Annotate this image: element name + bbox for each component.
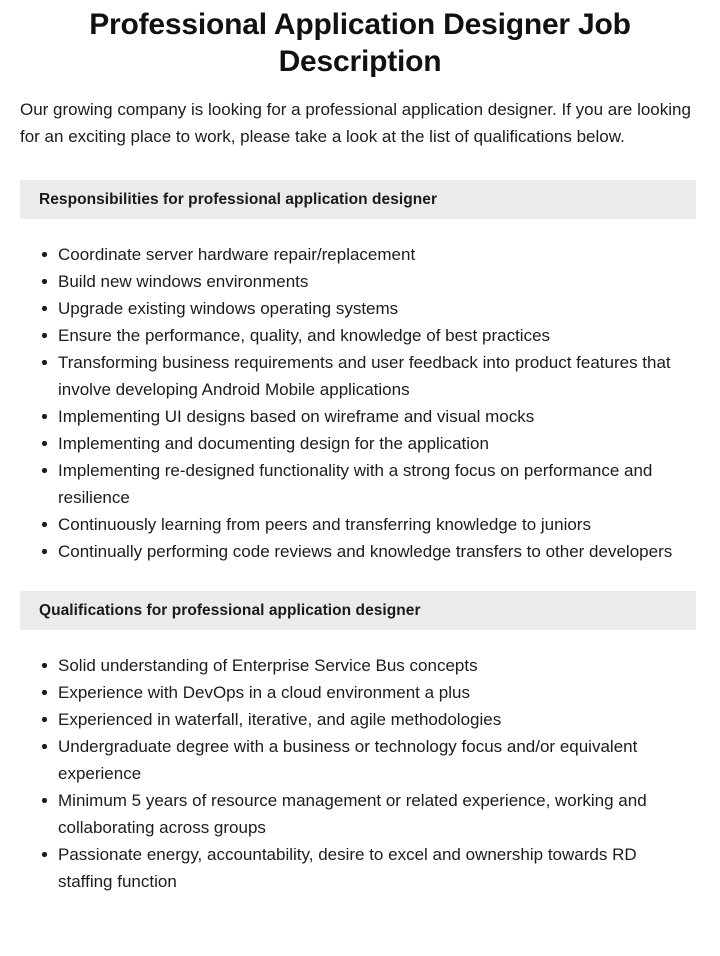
section-header-qualifications — [20, 591, 696, 630]
list-item — [0, 295, 720, 322]
section-header-qualifications-label: Qualifications for professional application designer — [39, 601, 421, 619]
bullet-dot-icon — [42, 279, 47, 284]
list-item-text: Undergraduate degree with a business or technology focus and/or equivalent experience — [58, 737, 638, 783]
list-item-text: Implementing re-designed functionality with a strong focus on performance and resilience — [58, 461, 653, 507]
section-responsibilities — [0, 180, 720, 565]
list-item — [0, 241, 720, 268]
list-item — [0, 403, 720, 430]
section-qualifications — [0, 591, 720, 895]
bullet-dot-icon — [42, 414, 47, 419]
list-item-text: Experience with DevOps in a cloud environment a plus — [58, 683, 470, 702]
bullet-dot-icon — [42, 663, 47, 668]
bullet-dot-icon — [42, 852, 47, 857]
list-item — [0, 652, 720, 679]
list-item-text: Transforming business requirements and user feedback into product features that involve developing Android Mobile applications — [58, 353, 671, 399]
list-item-text: Coordinate server hardware repair/replacement — [58, 245, 416, 264]
bullet-dot-icon — [42, 744, 47, 749]
list-item-text: Upgrade existing windows operating systems — [58, 299, 399, 318]
bullet-dot-icon — [42, 522, 47, 527]
list-item — [0, 679, 720, 706]
list-item-text: Build new windows environments — [58, 272, 309, 291]
section-header-responsibilities-label: Responsibilities for professional application designer — [39, 190, 438, 208]
bullet-dot-icon — [42, 717, 47, 722]
list-item-text: Ensure the performance, quality, and knowledge of best practices — [58, 326, 551, 345]
bullet-dot-icon — [42, 333, 47, 338]
page-title: Professional Application Designer Job Description — [89, 8, 631, 78]
intro-paragraph: Our growing company is looking for a professional application designer. If you are looking for an exciting place to work, please take a look at the list of qualifications below. — [20, 100, 691, 146]
bullet-dot-icon — [42, 360, 47, 365]
list-item — [0, 430, 720, 457]
list-item-text: Continuously learning from peers and transferring knowledge to juniors — [58, 515, 591, 534]
bullet-dot-icon — [42, 441, 47, 446]
list-item-text: Experienced in waterfall, iterative, and agile methodologies — [58, 710, 502, 729]
bullet-dot-icon — [42, 252, 47, 257]
list-item — [0, 706, 720, 733]
list-item — [0, 733, 720, 787]
bullet-dot-icon — [42, 549, 47, 554]
list-item — [0, 457, 720, 511]
section-header-responsibilities — [20, 180, 696, 219]
list-item — [0, 322, 720, 349]
list-item — [0, 268, 720, 295]
bullet-dot-icon — [42, 306, 47, 311]
list-item-text: Implementing UI designs based on wireframe and visual mocks — [58, 407, 535, 426]
list-item — [0, 349, 720, 403]
list-item-text: Minimum 5 years of resource management or related experience, working and collaborating across groups — [58, 791, 647, 837]
qualifications-list — [0, 630, 720, 895]
bullet-dot-icon — [42, 798, 47, 803]
bullet-dot-icon — [42, 468, 47, 473]
responsibilities-list — [0, 219, 720, 565]
list-item-text: Solid understanding of Enterprise Service Bus concepts — [58, 656, 478, 675]
list-item — [0, 511, 720, 538]
list-item-text: Passionate energy, accountability, desire to excel and ownership towards RD staffing function — [58, 845, 637, 891]
list-item — [0, 787, 720, 841]
list-item — [0, 841, 720, 895]
list-item-text: Implementing and documenting design for the application — [58, 434, 489, 453]
list-item-text: Continually performing code reviews and knowledge transfers to other developers — [58, 542, 673, 561]
list-item — [0, 538, 720, 565]
bullet-dot-icon — [42, 690, 47, 695]
